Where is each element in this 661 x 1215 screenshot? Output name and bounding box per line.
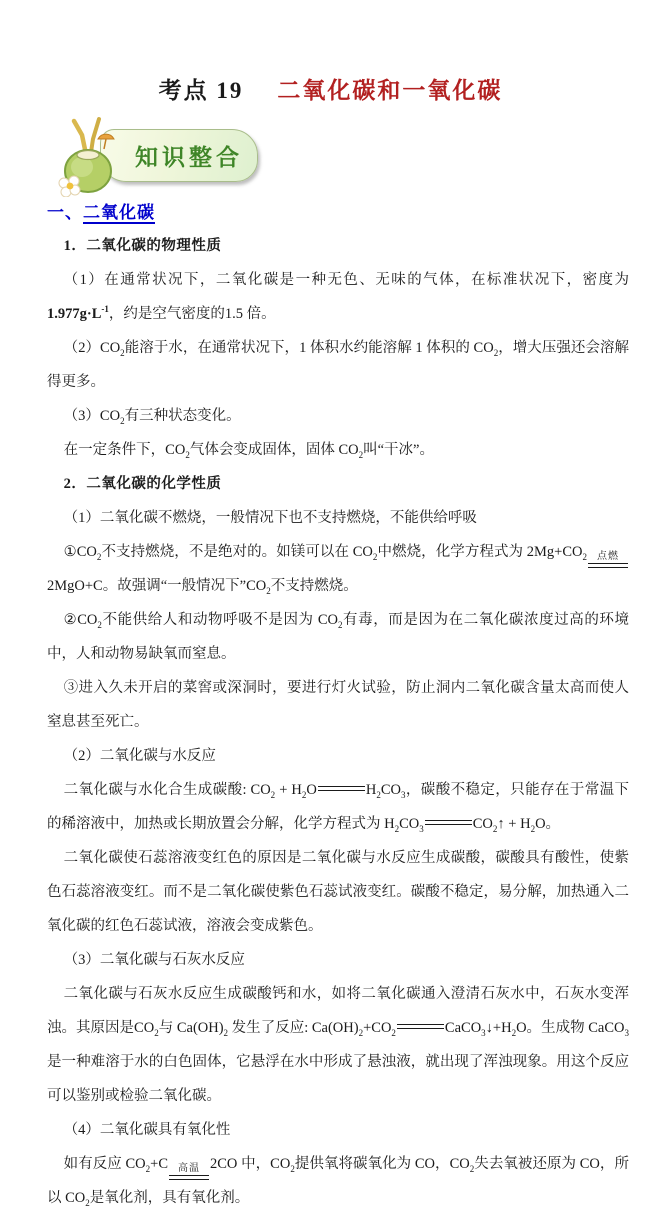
- content: [0, 225, 661, 1215]
- reaction-equals-sign: [397, 1024, 444, 1029]
- text-run: 2: [391, 1027, 396, 1038]
- text-run: ，约是空气密度的1.5 倍。: [108, 305, 276, 322]
- text-run: 2: [301, 789, 307, 800]
- text-run: 不支持燃烧，不是绝对的。如镁可以在 CO: [101, 543, 373, 560]
- paragraph: [47, 535, 629, 603]
- section-title: 二氧化碳: [83, 202, 155, 222]
- paragraph: [47, 943, 629, 977]
- text-run: 2: [97, 619, 102, 630]
- text-run: +C: [150, 1155, 169, 1172]
- text-run: CO: [380, 781, 401, 798]
- text-run: 2: [85, 1197, 90, 1208]
- reaction-equals-sign: [169, 1163, 209, 1180]
- text-run: CaCO: [444, 1019, 482, 1036]
- text-run: 二氧化碳与水化合生成碳酸: CO: [63, 781, 271, 798]
- sub-heading: 2．二氧化碳的化学性质: [63, 475, 222, 492]
- text-run: ①CO: [63, 543, 97, 560]
- text-run: 不能供给人和动物呼吸不是因为 CO: [101, 611, 338, 628]
- paragraph: [47, 263, 629, 331]
- text-run: ，增大压强还会溶解得更多。: [47, 339, 629, 390]
- text-run: 发生了反应: Ca(OH): [228, 1019, 359, 1036]
- text-run: 2: [270, 789, 276, 800]
- text-run: 2: [290, 1163, 295, 1174]
- text-run: 是一种难溶于水的白色固体，它悬浮在水中形成了悬浊液，就出现了浑浊现象。用这个反应可以鉴别或检验二氧化碳。: [47, 1053, 629, 1104]
- page-title: [0, 76, 661, 106]
- text-run: （1）在通常状况下，二氧化碳是一种无色、无味的气体，在标准状况下，密度为: [63, 271, 629, 288]
- text-run: 2: [582, 551, 587, 562]
- exam-point-label: 考点 19: [158, 78, 244, 103]
- paragraph: [47, 977, 629, 1113]
- knowledge-badge: [52, 122, 243, 190]
- sub-heading: 1．二氧化碳的物理性质: [63, 237, 222, 254]
- text-run: 2: [492, 823, 498, 834]
- section-heading: [47, 198, 661, 223]
- text-run: 2: [394, 823, 400, 834]
- text-run: 2: [337, 619, 343, 630]
- text-run: （2）二氧化碳与水反应: [63, 747, 216, 764]
- paragraph: [47, 399, 629, 433]
- text-run: O。生成物 CaCO: [516, 1019, 625, 1036]
- double-line: [169, 1175, 209, 1180]
- text-run: + H: [275, 781, 302, 798]
- text-run: （4）二氧化碳具有氧化性: [63, 1121, 231, 1138]
- reaction-condition-label: 高温: [178, 1162, 201, 1174]
- text-run: （3）CO: [63, 407, 121, 424]
- paragraph: [47, 1113, 629, 1147]
- paragraph: [47, 841, 629, 943]
- umbrella-icon: [98, 134, 114, 149]
- text-run: 不支持燃烧。: [270, 577, 358, 594]
- text-run: H: [365, 781, 377, 798]
- text-run: 3: [401, 789, 406, 800]
- text-run: 3: [481, 1027, 486, 1038]
- text-run: 叫“干冰”。: [363, 441, 434, 458]
- reaction-equals-sign: [425, 820, 472, 825]
- text-run: ↑ + H: [497, 815, 531, 832]
- double-line: [318, 786, 365, 791]
- text-run: 有毒，而是因为在二氧化碳浓度过高的环境中，人和动物易缺氧而窒息。: [47, 611, 629, 662]
- text-run: 2: [376, 789, 381, 800]
- paragraph: [47, 331, 629, 399]
- text-run: 2: [120, 347, 125, 358]
- text-run: 2: [358, 1027, 364, 1038]
- text-run: 2: [96, 551, 102, 562]
- paragraph: [47, 603, 629, 671]
- text-run: CO: [472, 815, 493, 832]
- text-run: 有三种状态变化。: [124, 407, 241, 424]
- coconut-opening: [77, 150, 99, 159]
- text-run: 2: [358, 449, 364, 460]
- text-run: ，碳酸不稳定，只能存在于常温下的稀溶液中，加热或长期放置会分解，化学方程式为 H: [47, 781, 629, 832]
- text-run: 2: [185, 449, 190, 460]
- paragraph: [47, 433, 629, 467]
- text-run: ③进入久未开启的菜窖或深洞时，要进行灯火试验，防止洞内二氧化碳含量太高而使人窒息甚至死亡。: [47, 679, 629, 730]
- paragraph: [47, 773, 629, 841]
- text-run: 2: [120, 415, 125, 426]
- text-run: 2MgO+C。故强调“一般情况下”CO: [47, 577, 267, 594]
- text-run: 如有反应 CO: [63, 1155, 146, 1172]
- text-run: 能溶于水，在通常状况下，1 体积水约能溶解 1 体积的 CO: [124, 339, 494, 356]
- text-run: ↓+H: [485, 1019, 512, 1036]
- text-run: 二氧化碳与石灰水反应生成碳酸钙和水，如将二氧化碳通入澄清石灰水中，石灰水变浑浊。其原因是CO: [47, 985, 629, 1036]
- flower-icon: [59, 176, 80, 197]
- text-run: 3: [419, 823, 424, 834]
- text-run: 2: [372, 551, 378, 562]
- text-run: 2: [145, 1163, 151, 1174]
- double-line: [425, 820, 472, 825]
- text-run: 2: [266, 585, 271, 596]
- text-run: 2: [469, 1163, 475, 1174]
- text-run: 2: [493, 347, 499, 358]
- text-run: 1.977g·L: [47, 305, 102, 322]
- text-run: CO: [399, 815, 420, 832]
- text-run: （2）CO: [63, 339, 121, 356]
- text-run: ②CO: [63, 611, 98, 628]
- paragraph: [47, 501, 629, 535]
- text-run: （3）二氧化碳与石灰水反应: [63, 951, 245, 968]
- section-prefix: 一、: [47, 202, 83, 222]
- badge-label: 知识整合: [135, 145, 243, 171]
- double-line: [397, 1024, 444, 1029]
- text-run: 气体会变成固体，固体 CO: [189, 441, 359, 458]
- text-run: 与 Ca(OH): [158, 1019, 224, 1036]
- text-run: O: [306, 781, 317, 798]
- text-run: 是氧化剂，具有氧化剂。: [89, 1189, 250, 1206]
- paragraph: [47, 739, 629, 773]
- paragraph: [47, 671, 629, 739]
- text-run: 失去氧被还原为 CO，所以 CO: [47, 1155, 629, 1206]
- coconut-drink-icon: [52, 115, 124, 197]
- text-run: 2: [154, 1027, 159, 1038]
- text-run: O。: [535, 815, 561, 832]
- text-run: 2: [511, 1027, 517, 1038]
- reaction-equals-sign: [318, 786, 365, 791]
- text-run: 二氧化碳使石蕊溶液变红色的原因是二氧化碳与水反应生成碳酸，碳酸具有酸性，使紫色石蕊溶液变红。而不是二氧化碳使紫色石蕊试液变红。碳酸不稳定，易分解，加热通入二氧化碳的红色石蕊试液，溶液会变成紫色。: [47, 849, 629, 934]
- text-run: 2CO 中，CO: [210, 1155, 291, 1172]
- reaction-equals-sign: [588, 551, 628, 568]
- title-text: 二氧化碳和一氧化碳: [277, 78, 503, 103]
- text-run: （1）二氧化碳不燃烧，一般情况下也不支持燃烧，不能供给呼吸: [63, 509, 477, 526]
- text-run: 提供氧将碳氧化为 CO，CO: [294, 1155, 470, 1172]
- text-run: +CO: [363, 1019, 392, 1036]
- text-run: 3: [624, 1027, 629, 1038]
- text-run: 在一定条件下，CO: [63, 441, 186, 458]
- text-run: -1: [101, 304, 109, 315]
- text-run: 中燃烧，化学方程式为 2Mg+CO: [377, 543, 583, 560]
- text-run: 2: [223, 1027, 229, 1038]
- text-run: 2: [530, 823, 536, 834]
- paragraph: [47, 1147, 629, 1215]
- reaction-condition-label: 点燃: [596, 550, 619, 562]
- double-line: [588, 563, 628, 568]
